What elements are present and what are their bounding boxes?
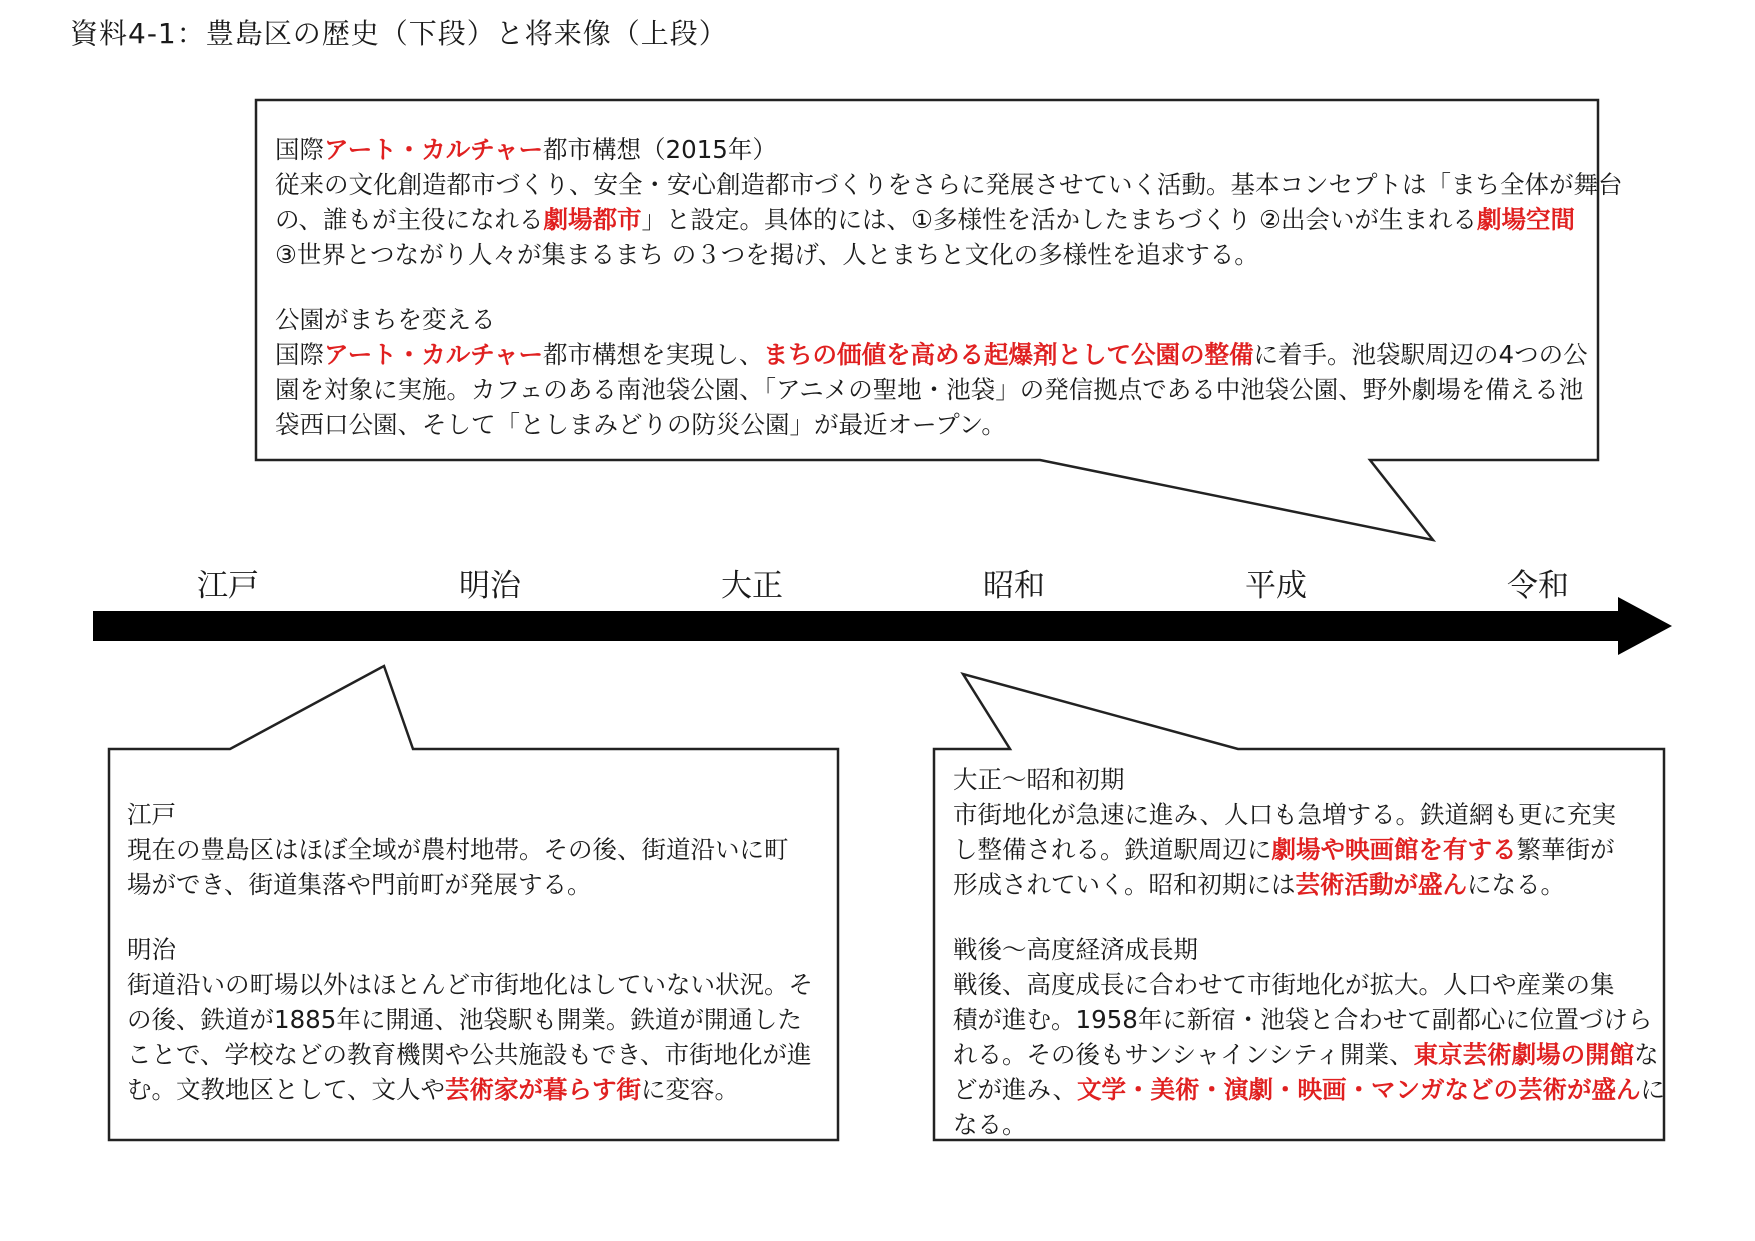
body-text: ことで、学校などの教育機関や公共施設もでき、市街地化が進	[127, 1040, 812, 1069]
callout-line	[953, 967, 1653, 1002]
body-text: になる。	[1467, 870, 1566, 899]
callout-line	[953, 1002, 1653, 1037]
body-text: に着手。池袋駅周辺の4つの公	[1253, 340, 1588, 369]
body-text: 公園がまちを変える	[275, 305, 496, 334]
page-title: 資料4-1：豊島区の歴史（下段）と将来像（上段）	[70, 17, 728, 50]
body-text: 国際	[275, 135, 324, 164]
era-label-taisho: 大正	[721, 568, 783, 604]
callout-line	[275, 337, 1588, 372]
body-text: 国際	[275, 340, 324, 369]
body-text: 戦後、高度成長に合わせて市街地化が拡大。人口や産業の集	[953, 970, 1615, 999]
callout-line	[127, 1002, 827, 1037]
callout-line	[127, 797, 827, 832]
body-text: 現在の豊島区はほぼ全域が農村地帯。その後、街道沿いに町	[127, 835, 789, 864]
timeline-arrow-head	[1618, 597, 1672, 655]
callout-line	[275, 132, 1585, 167]
highlighted-text: 芸術活動が盛ん	[1295, 870, 1468, 899]
body-text: 」と設定。具体的には、①多様性を活かしたまちづくり ②出会いが生まれる	[641, 205, 1477, 234]
body-text: 大正～昭和初期	[953, 765, 1125, 794]
callout-line	[953, 1037, 1659, 1072]
callout-line	[953, 1107, 1653, 1142]
callout-line	[275, 202, 1585, 237]
body-text: 街道沿いの町場以外はほとんど市街地化はしていない状況。そ	[127, 970, 813, 999]
highlighted-text: 劇場都市	[543, 205, 642, 234]
body-text: 袋西口公園、そして「としまみどりの防災公園」が最近オープン。	[275, 410, 1006, 439]
body-text: 市街地化が急速に進み、人口も急増する。鉄道網も更に充実	[953, 800, 1616, 829]
paragraph-gap	[127, 902, 827, 932]
body-text: 都市構想を実現し、	[543, 340, 764, 369]
callout-line	[127, 1037, 827, 1072]
highlighted-text: 劇場や映画館を有する	[1271, 835, 1517, 864]
taisho-showa-callout-text	[953, 762, 1665, 1142]
era-label-edo: 江戸	[197, 568, 259, 604]
highlighted-text: 東京芸術劇場の開館	[1413, 1040, 1635, 1069]
callout-line	[127, 867, 827, 902]
paragraph-gap	[953, 902, 1653, 932]
era-label-reiwa: 令和	[1507, 568, 1569, 604]
era-label-showa: 昭和	[983, 568, 1045, 604]
callout-line	[953, 1072, 1665, 1107]
callout-line	[275, 372, 1585, 407]
body-text: 繁華街が	[1516, 835, 1615, 864]
highlighted-text: 文学・美術・演劇・映画・マンガなどの芸術が盛ん	[1076, 1075, 1641, 1104]
callout-line	[953, 867, 1653, 902]
callout-line	[953, 762, 1653, 797]
body-text: し整備される。鉄道駅周辺に	[953, 835, 1272, 864]
callout-line	[127, 832, 827, 867]
body-text: れる。その後もサンシャインシティ開業、	[953, 1040, 1414, 1069]
callout-line	[275, 302, 1585, 337]
callout-line	[275, 237, 1585, 272]
body-text: 場ができ、街道集落や門前町が発展する。	[127, 870, 592, 899]
highlighted-text: アート・カルチャー	[324, 340, 544, 369]
callout-line	[953, 797, 1653, 832]
highlighted-text: 芸術家が暮らす街	[445, 1075, 642, 1104]
callout-line	[127, 932, 827, 967]
body-text: ③世界とつながり人々が集まるまち の３つを掲げ、人とまちと文化の多様性を追求する。	[275, 240, 1259, 269]
body-text: 戦後～高度経済成長期	[953, 935, 1198, 964]
timeline-arrow-shaft	[93, 611, 1623, 641]
body-text: の、誰もが主役になれる	[275, 205, 544, 234]
edo-meiji-callout-text	[127, 797, 827, 1107]
callout-line	[127, 967, 827, 1002]
callout-line	[127, 1072, 827, 1107]
body-text: に変容。	[641, 1075, 740, 1104]
callout-line	[953, 832, 1653, 867]
future-callout-text	[275, 132, 1623, 442]
callout-line	[275, 167, 1623, 202]
callout-line	[953, 932, 1653, 967]
body-text: 都市構想（2015年）	[543, 135, 777, 164]
paragraph-gap	[275, 272, 1585, 302]
body-text: 形成されていく。昭和初期には	[953, 870, 1296, 899]
body-text: 従来の文化創造都市づくり、安全・安心創造都市づくりをさらに発展させていく活動。基本コンセプトは「まち全体が舞台	[275, 170, 1623, 199]
body-text: 積が進む。1958年に新宿・池袋と合わせて副都心に位置づけら	[953, 1005, 1653, 1034]
body-text: な	[1634, 1040, 1659, 1069]
era-label-heisei: 平成	[1245, 568, 1307, 604]
highlighted-text: 劇場空間	[1477, 205, 1575, 234]
callout-line	[275, 407, 1585, 442]
era-label-meiji: 明治	[459, 568, 521, 604]
highlighted-text: アート・カルチャー	[324, 135, 544, 164]
body-text: どが進み、	[953, 1075, 1077, 1104]
body-text: 江戸	[127, 800, 176, 829]
body-text: に	[1640, 1075, 1665, 1104]
highlighted-text: まちの価値を高める起爆剤として公園の整備	[763, 340, 1254, 369]
body-text: なる。	[953, 1110, 1027, 1139]
body-text: 明治	[127, 935, 176, 964]
body-text: む。文教地区として、文人や	[127, 1075, 446, 1104]
body-text: の後、鉄道が1885年に開通、池袋駅も開業。鉄道が開通した	[127, 1005, 802, 1034]
body-text: 園を対象に実施。カフェのある南池袋公園、「アニメの聖地・池袋」の発信拠点である中池袋公園、野外劇場を備える池	[275, 375, 1584, 404]
